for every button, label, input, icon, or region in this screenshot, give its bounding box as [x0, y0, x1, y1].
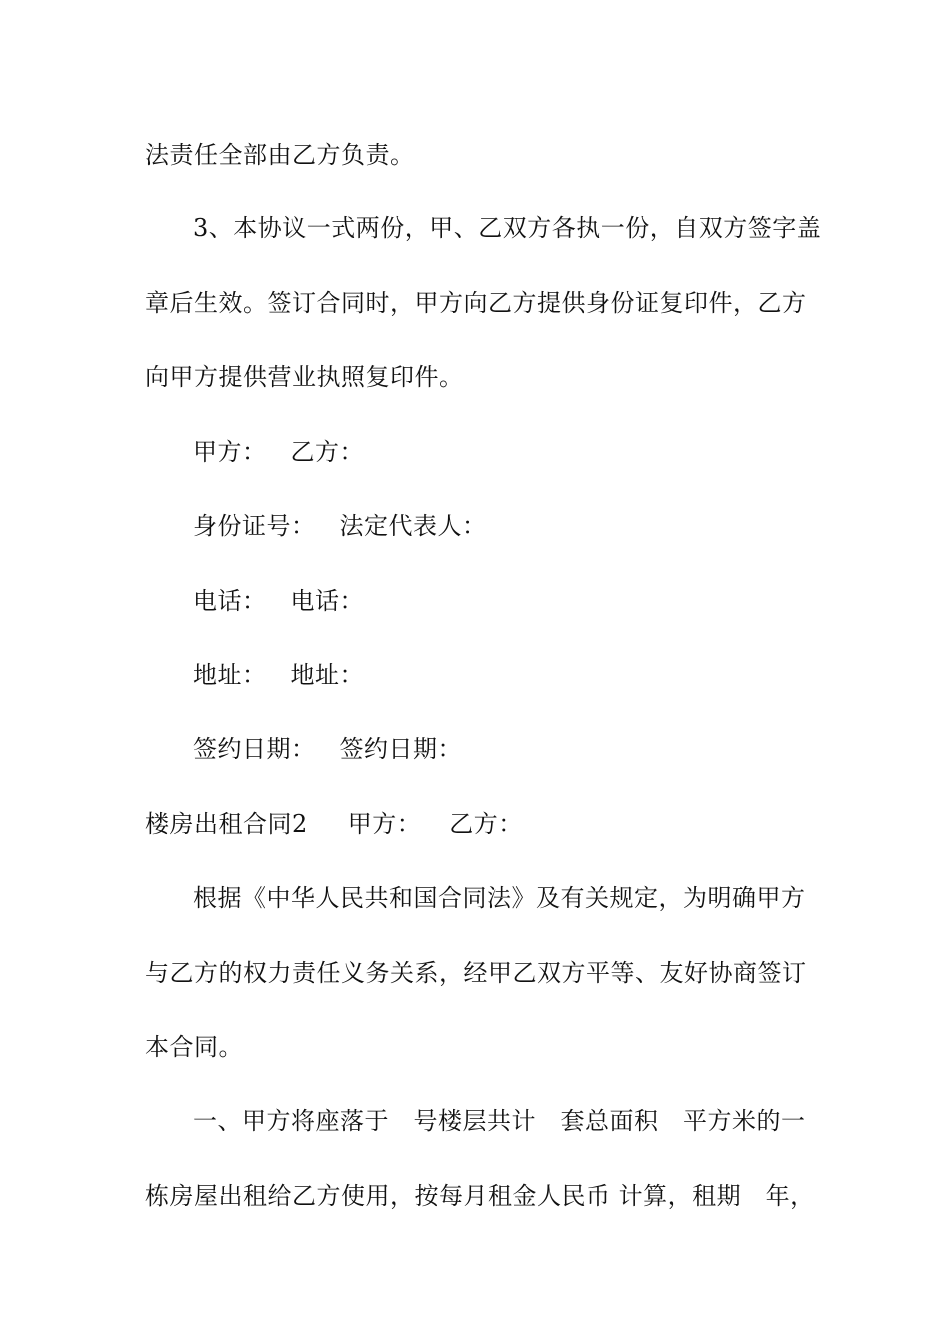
party-a-label: 甲方： [193, 438, 267, 466]
phone-a-label: 电话： [193, 587, 267, 615]
sign-date-a-label: 签约日期： [193, 735, 316, 763]
contract-2-party-a: 甲方： [347, 810, 422, 838]
party-b-label: 乙方： [290, 438, 364, 466]
clause-3-line-2: 章后生效。签订合同时，甲方向乙方提供身份证复印件，乙方 [145, 289, 807, 317]
clause-1-line-2: 栋房屋出租给乙方使用，按每月租金人民币 计算，租期 年， [145, 1182, 815, 1210]
signature-phone-row [193, 581, 863, 621]
legal-rep-label: 法定代表人： [339, 512, 487, 540]
contract-2-heading-row [145, 804, 815, 844]
id-number-label: 身份证号： [193, 512, 316, 540]
contract-2-party-b: 乙方： [449, 810, 523, 838]
preamble-line-1: 根据《中华人民共和国合同法》及有关规定，为明确甲方 [193, 884, 806, 912]
signature-date-row [193, 729, 863, 769]
signature-address-row [193, 655, 863, 695]
contract-2-title: 楼房出租合同2 [145, 810, 308, 838]
signature-id-row [193, 506, 863, 546]
preamble-line-2: 与乙方的权力责任义务关系，经甲乙双方平等、友好协商签订 [145, 959, 807, 987]
clause-3-line-1: 3、本协议一式两份，甲、乙双方各执一份，自双方签字盖 [193, 214, 822, 242]
address-a-label: 地址： [193, 661, 267, 689]
phone-b-label: 电话： [290, 587, 364, 615]
clause-1-line-1: 一、甲方将座落于 号楼层共计 套总面积 平方米的一 [193, 1107, 806, 1135]
signature-parties-row [193, 432, 863, 472]
address-b-label: 地址： [290, 661, 364, 689]
clause-3-line-3: 向甲方提供营业执照复印件。 [145, 363, 464, 391]
sign-date-b-label: 签约日期： [339, 735, 462, 763]
preamble-line-3: 本合同。 [145, 1033, 243, 1061]
paragraph-line: 法责任全部由乙方负责。 [145, 141, 415, 169]
